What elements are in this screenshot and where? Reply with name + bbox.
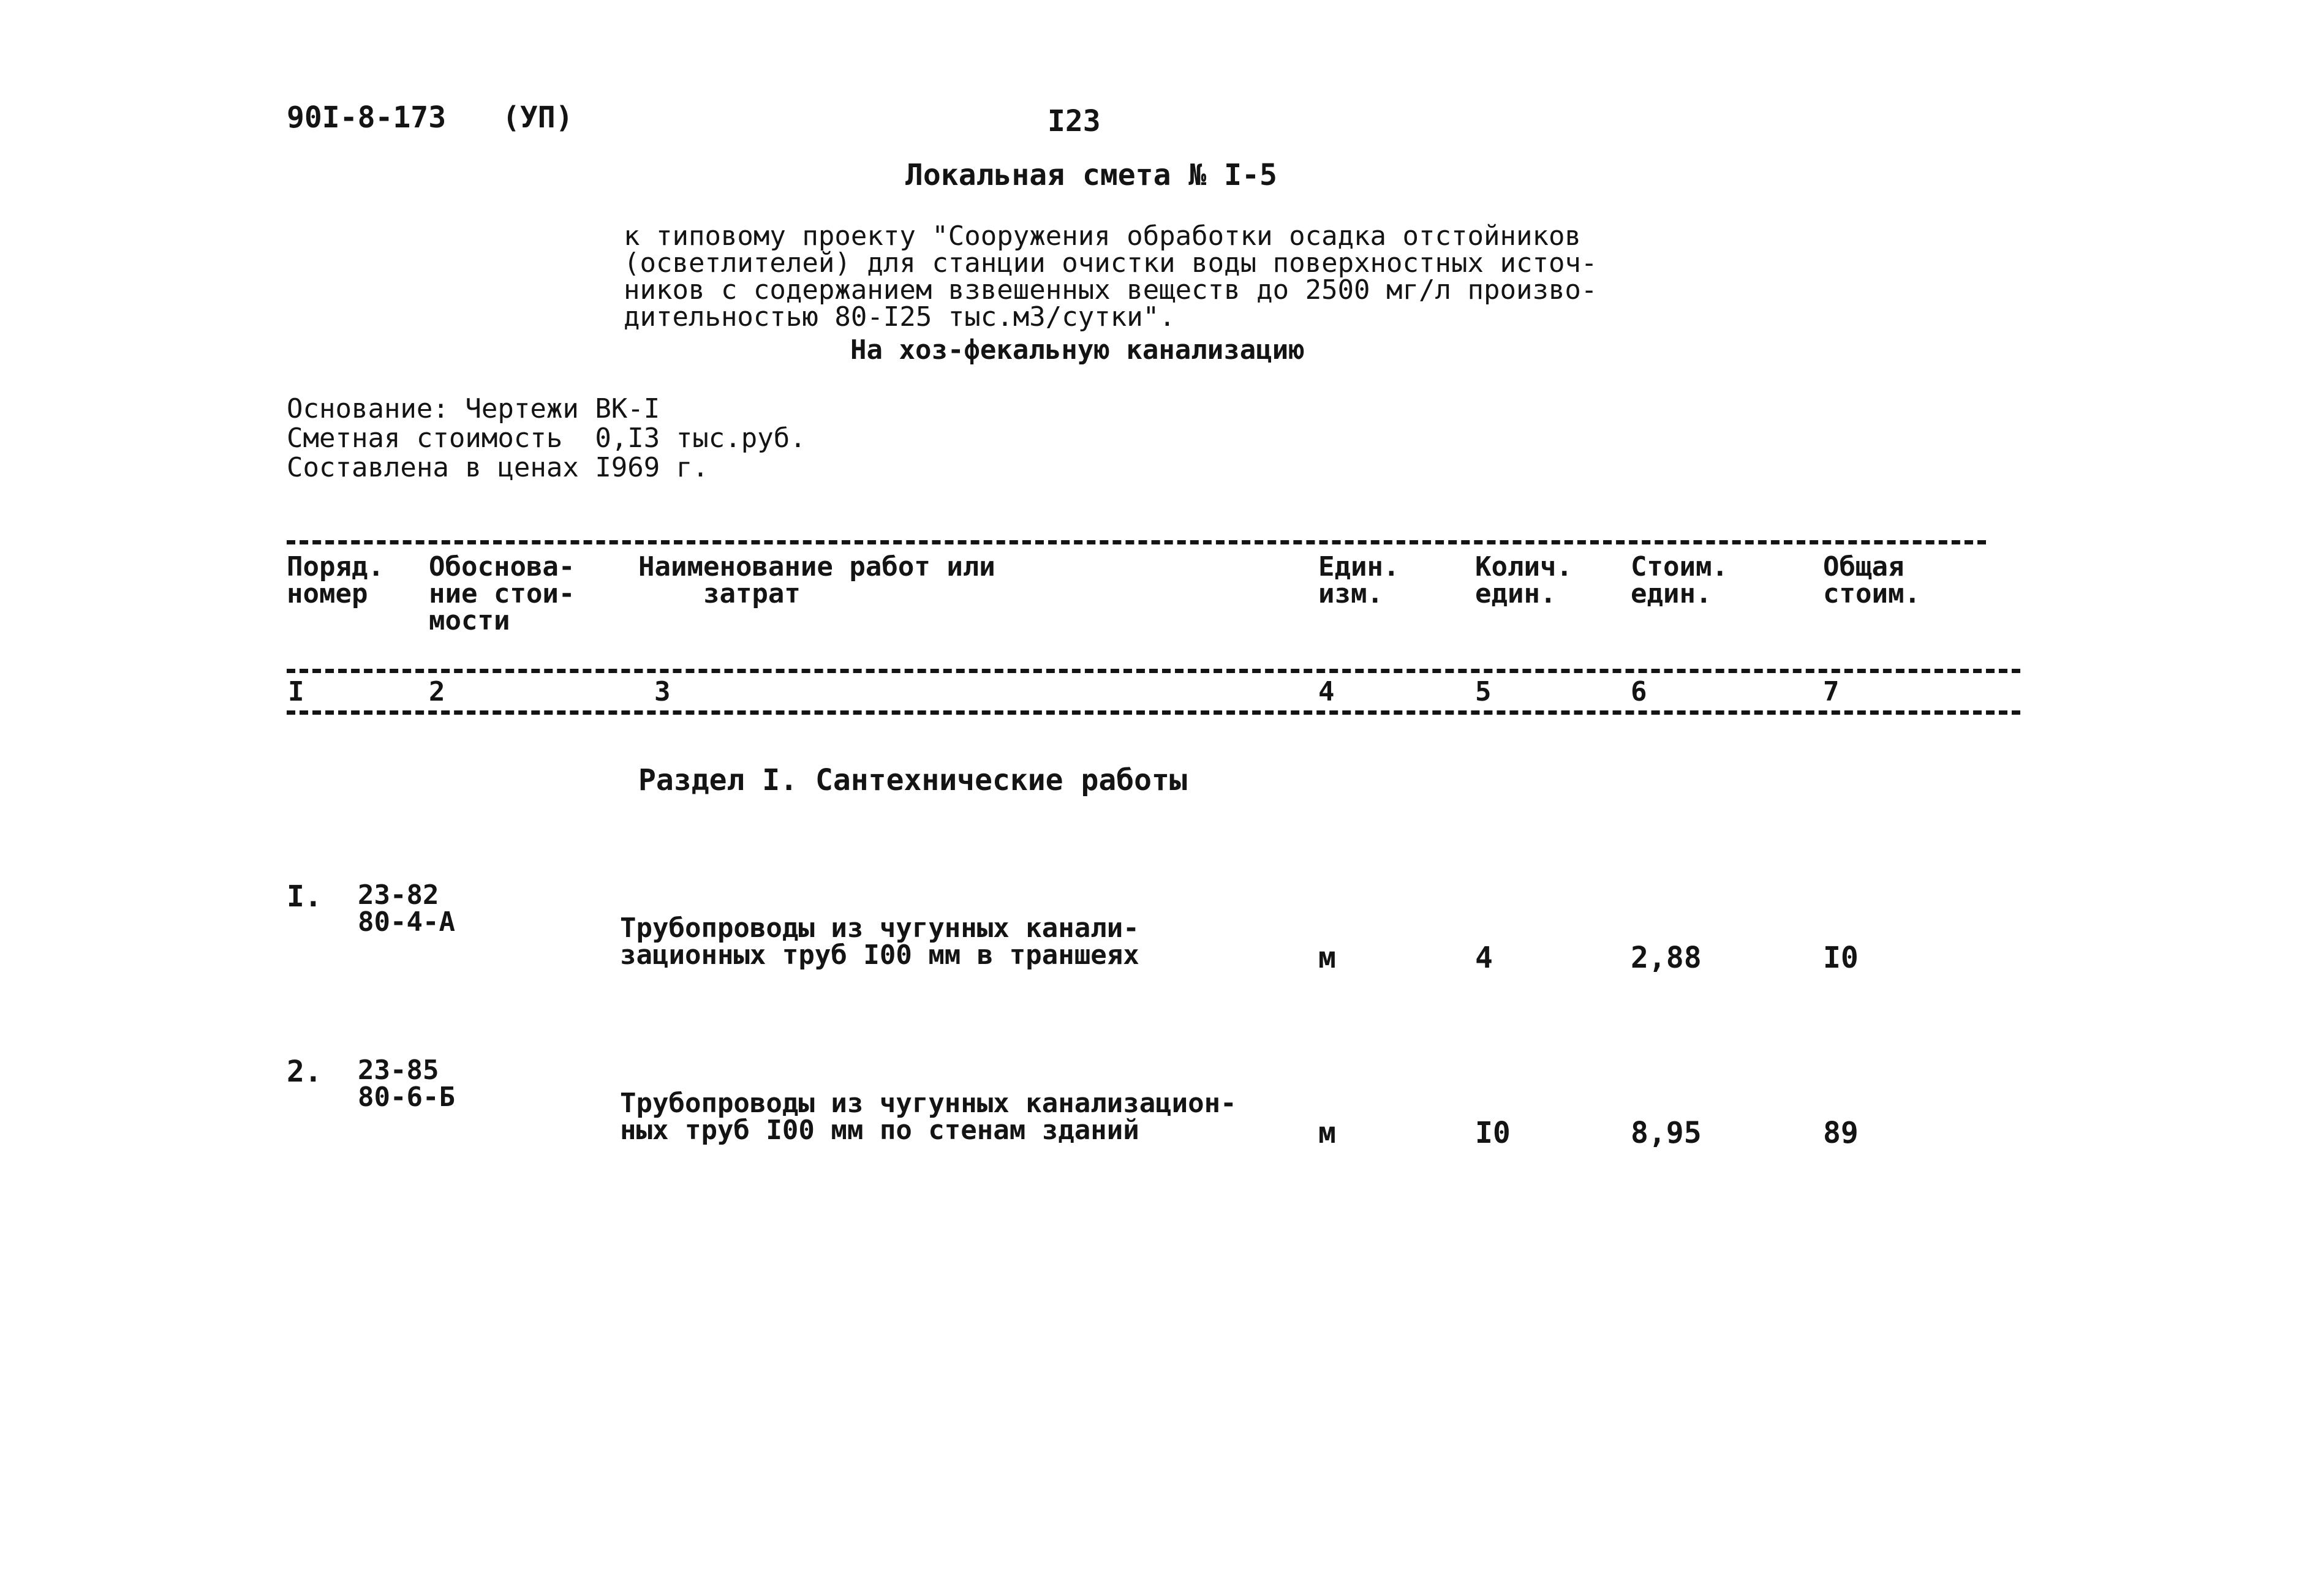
intro-line-1: к типовому проекту "Сооружения обработки осадка отстойников — [624, 220, 1581, 252]
column-numbers-top-rule — [287, 669, 2020, 673]
column-number-7: 7 — [1823, 676, 1840, 707]
header-quantity: Колич. един. — [1475, 551, 1572, 609]
estimate-title: Локальная смета № I-5 — [905, 158, 1277, 192]
row-work-name: Трубопроводы из чугунных канализацион- ных труб I00 мм по стенам зданий — [620, 1088, 1237, 1146]
document-code: 90I-8-173 — [287, 100, 447, 135]
column-number-2: 2 — [429, 676, 445, 707]
header-basis: Обоснова- ние стои- мости — [429, 551, 575, 636]
row-basis: 23-85 80-6-Б — [358, 1055, 455, 1113]
section-title: Раздел I. Сантехнические работы — [638, 763, 1187, 797]
row-quantity: 4 — [1475, 941, 1493, 975]
row-number: I. — [287, 879, 322, 914]
column-number-5: 5 — [1475, 676, 1492, 707]
header-row-number: Поряд. номер — [287, 551, 384, 609]
row-unit: м — [1318, 941, 1336, 975]
intro-subtitle: На хоз-фекальную канализацию — [850, 334, 1305, 366]
basis-line-1: Основание: Чертежи ВК-I — [287, 393, 660, 424]
row-work-name: Трубопроводы из чугунных канали- зационных труб I00 мм в траншеях — [620, 913, 1139, 971]
row-total-cost: 89 — [1823, 1116, 1859, 1150]
page-number: I23 — [1048, 104, 1101, 138]
basis-line-2: Сметная стоимость 0,I3 тыс.руб. — [287, 423, 806, 454]
column-number-6: 6 — [1631, 676, 1647, 707]
column-numbers-bottom-rule — [287, 710, 2020, 715]
column-number-1: I — [288, 676, 304, 707]
header-total-cost: Общая стоим. — [1823, 551, 1920, 609]
row-unit: м — [1318, 1116, 1336, 1150]
column-number-4: 4 — [1318, 676, 1335, 707]
row-total-cost: I0 — [1823, 941, 1859, 975]
header-unit-cost: Стоим. един. — [1631, 551, 1728, 609]
intro-line-4: дительностью 80-I25 тыс.м3/сутки". — [624, 301, 1176, 333]
document-suffix: (УП) — [502, 100, 573, 135]
column-number-3: 3 — [654, 676, 671, 707]
table-top-rule — [287, 540, 1986, 544]
row-unit-cost: 8,95 — [1631, 1116, 1702, 1150]
row-quantity: I0 — [1475, 1116, 1511, 1150]
basis-line-3: Составлена в ценах I969 г. — [287, 452, 709, 483]
intro-line-2: (осветлителей) для станции очистки воды поверхностных источ- — [624, 247, 1598, 279]
intro-line-3: ников с содержанием взвешенных веществ до 2500 мг/л произво- — [624, 274, 1598, 306]
row-number: 2. — [287, 1055, 322, 1089]
row-basis: 23-82 80-4-А — [358, 879, 455, 938]
header-unit: Един. изм. — [1318, 551, 1400, 609]
header-work-name: Наименование работ или затрат — [638, 551, 995, 609]
row-unit-cost: 2,88 — [1631, 941, 1702, 975]
